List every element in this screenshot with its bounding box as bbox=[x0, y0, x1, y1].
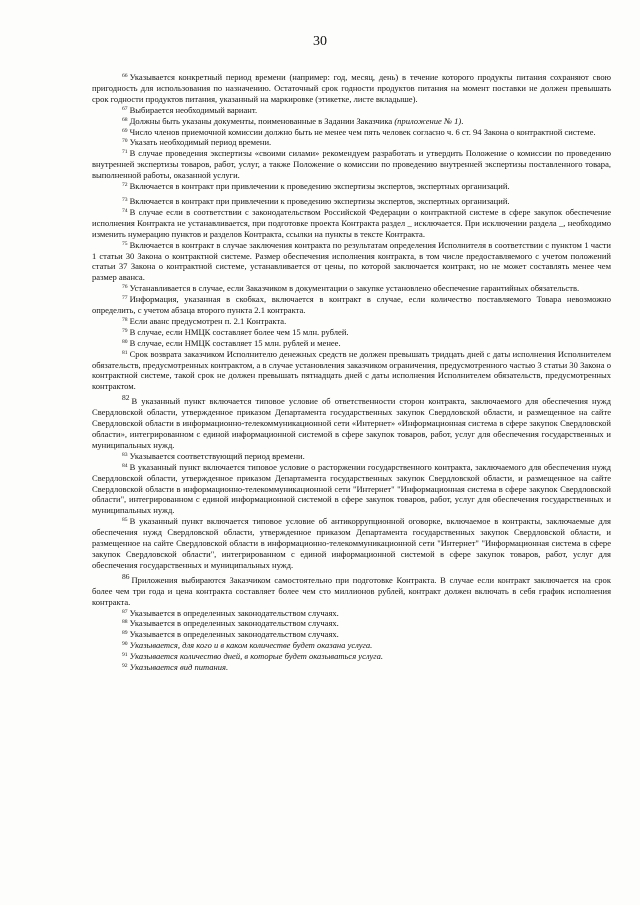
footnote-89 bbox=[92, 629, 611, 640]
footnote-text: Должны быть указаны документы, поименованные в Задании Заказчика bbox=[129, 115, 395, 126]
footnote-number: 83 bbox=[122, 451, 128, 458]
footnote-text: Срок возврата заказчиком Исполнителю денежных средств не должен превышать тридцать дней с даты исполнения Исполнителем обязательств, предусмотренных контрактом, а в случае установления заказчиком ограничения, предусмотренного частью 3 статьи 30 Закона о контрактной системе, такой срок не должен превышать пятнадцать дней с даты исполнения Исполнителем обязательств, предусмотренных контрактом. bbox=[92, 348, 611, 392]
footnote-number: 90 bbox=[122, 641, 128, 648]
footnote-text: Информация, указанная в скобках, включается в контракт в случае, если количество поставляемого Товара невозможно определить, с учетом абзаца второго пункта 2.1 контракта. bbox=[92, 294, 611, 316]
footnote-number: 78 bbox=[122, 316, 128, 323]
footnote-71 bbox=[92, 148, 611, 181]
footnote-number: 88 bbox=[122, 619, 128, 626]
footnote-85 bbox=[92, 516, 611, 571]
footnote-78 bbox=[92, 316, 611, 327]
footnote-number: 86 bbox=[122, 571, 130, 581]
footnote-number: 79 bbox=[122, 327, 128, 334]
footnote-text: Включается в контракт при привлечении к проведению экспертизы экспертов, экспертных организаций. bbox=[129, 195, 510, 206]
page-number: 30 bbox=[313, 34, 327, 49]
footnote-number: 72 bbox=[122, 182, 128, 189]
footnote-text: Число членов приемочной комиссии должно быть не менее чем пять человек согласно ч. 6 ст. 94 Закона о контрактной системе. bbox=[129, 126, 596, 137]
footnote-77 bbox=[92, 294, 611, 316]
footnote-70 bbox=[92, 137, 611, 148]
footnote-number: 84 bbox=[122, 462, 128, 469]
footnote-68 bbox=[92, 116, 611, 127]
footnote-88 bbox=[92, 618, 611, 629]
footnote-text: В указанный пункт включается типовое условие об ответственности сторон контракта, заключаемого для обеспечения нужд Свердловской области, утвержденное приказом Департамента государственных закупок Свердловской области, и размещенное на сайте Свердловской области в информационно-телекоммуникационной сети «Интернет» «Информационная система в сфере закупок Свердловской области», интегрированном с единой информационной системой в сфере закупок товаров, работ, услуг для обеспечения государственных и муниципальных нужд. bbox=[92, 396, 611, 450]
footnote-91 bbox=[92, 651, 611, 662]
footnote-text: Включается в контракт в случае заключения контракта по результатам определения Исполнителя в соответствии с пунктом 1 части 1 статьи 30 Закона о контрактной системе. Размер обеспечения исполнения контракта, в том числе предоставляемого с учетом положений статьи 37 Закона о контрактной системе, устанавливается от цены, по которой заключается контракт, но не может составлять менее чем размер аванса. bbox=[92, 239, 611, 283]
footnote-75 bbox=[92, 240, 611, 284]
footnote-number: 81 bbox=[122, 349, 128, 356]
footnote-79 bbox=[92, 327, 611, 338]
footnote-text: Указывается в определенных законодательством случаях. bbox=[129, 618, 339, 629]
footnote-number: 69 bbox=[122, 127, 128, 134]
footnote-tail: . bbox=[461, 115, 464, 126]
footnote-81 bbox=[92, 349, 611, 393]
footnote-text: Указывается количество дней, в которые будет оказываться услуга. bbox=[129, 651, 384, 662]
footnote-number: 71 bbox=[122, 149, 128, 156]
footnote-appendix-ref: (приложение № 1) bbox=[394, 115, 462, 126]
footnote-92 bbox=[92, 662, 611, 673]
footnote-number: 75 bbox=[122, 240, 128, 247]
footnote-73 bbox=[92, 196, 611, 207]
footnote-67 bbox=[92, 105, 611, 116]
footnote-text: В указанный пункт включается типовое условие о расторжении государственного контракта, заключаемого для обеспечения нужд Свердловской области, утвержденное приказом Департамента государственных закупок Свердловской области, и размещенное на сайте Свердловской области в информационно-телекоммуникационной сети "Интернет" "Информационная система в сфере закупок Свердловской области", интегрированном с единой информационной системой в сфере закупок товаров, работ, услуг для обеспечения государственных и муниципальных нужд. bbox=[92, 461, 611, 516]
footnote-86 bbox=[92, 571, 611, 608]
footnote-text: В случае если в соответствии с законодательством Российской Федерации о контрактной системе в сфере закупок обеспечение исполнения Контракта не устанавливается, при подготовке проекта Контракта раздел _ исключается. При исключении раздела _, необходимо изменить нумерацию пунктов и разделов Контракта, ссылки на пункты в тексте Контракта. bbox=[92, 206, 611, 239]
footnote-number: 80 bbox=[122, 338, 128, 345]
footnote-number: 77 bbox=[122, 295, 128, 302]
footnote-text: Указать необходимый период времени. bbox=[129, 137, 272, 148]
footnotes-block bbox=[92, 72, 611, 673]
footnote-text: В случае, если НМЦК составляет 15 млн. рублей и менее. bbox=[129, 337, 341, 348]
footnote-text: В случае, если НМЦК составляет более чем 15 млн. рублей. bbox=[129, 326, 349, 337]
footnote-90 bbox=[92, 640, 611, 651]
footnote-text: Выбирается необходимый вариант. bbox=[129, 104, 258, 115]
footnote-number: 70 bbox=[122, 138, 128, 145]
footnote-74 bbox=[92, 207, 611, 240]
footnote-text: Указывается соответствующий период времени. bbox=[129, 450, 305, 461]
footnote-number: 87 bbox=[122, 608, 128, 615]
footnote-text: Включается в контракт при привлечении к проведению экспертизы экспертов, экспертных организаций. bbox=[129, 181, 510, 192]
footnote-80 bbox=[92, 338, 611, 349]
footnote-text: Если аванс предусмотрен п. 2.1 Контракта. bbox=[129, 315, 287, 326]
footnote-84 bbox=[92, 462, 611, 517]
footnote-number: 67 bbox=[122, 105, 128, 112]
footnote-text: Приложения выбираются Заказчиком самостоятельно при подготовке Контракта. В случае если контракт заключается на срок более чем три года и цена контракта составляет более чем сто миллионов рублей, контракт должен включать в себя график исполнения контракта. bbox=[92, 574, 611, 607]
footnote-83 bbox=[92, 451, 611, 462]
footnote-number: 91 bbox=[122, 652, 128, 659]
footnote-number: 68 bbox=[122, 116, 128, 123]
footnote-number: 92 bbox=[122, 663, 128, 670]
footnote-text: Указывается в определенных законодательством случаях. bbox=[129, 607, 339, 618]
footnote-number: 74 bbox=[122, 207, 128, 214]
footnote-text: В случае проведения экспертизы «своими силами» рекомендуем разработать и утвердить Положение о комиссии по проведению внутренней экспертизы товаров, работ, услуг, а также Положение о комиссии по проведению внутренней экспертизы поставленного товара, выполненной работы, оказанной услуги. bbox=[92, 148, 611, 181]
footnote-number: 73 bbox=[122, 196, 128, 203]
footnote-text: Устанавливается в случае, если Заказчиком в документации о закупке установлено обеспечение гарантийных обязательств. bbox=[129, 283, 580, 294]
footnote-text: Указывается в определенных законодательством случаях. bbox=[129, 629, 339, 640]
footnote-number: 66 bbox=[122, 73, 128, 79]
footnote-text: В указанный пункт включается типовое условие об антикоррупционной оговорке, включаемое в контракты, заключаемые для обеспечения нужд Свердловской области, утвержденное приказом Департамента государственных закупок Свердловской области, и размещенное на сайте Свердловской области в информационно-телекоммуникационной сети "Интернет" "Информационная система в сфере закупок Свердловской области", интегрированном с единой информационной системой в сфере закупок товаров, работ, услуг для обеспечения государственных и муниципальных нужд. bbox=[92, 516, 611, 570]
footnote-number: 85 bbox=[122, 517, 128, 524]
footnote-text: Указывается, для кого и в каком количестве будет оказана услуга. bbox=[129, 640, 373, 651]
footnote-76 bbox=[92, 283, 611, 294]
footnote-text: Указывается вид питания. bbox=[129, 662, 229, 673]
footnote-72 bbox=[92, 181, 611, 192]
footnote-number: 82 bbox=[122, 393, 130, 403]
footnote-number: 89 bbox=[122, 630, 128, 637]
footnote-87 bbox=[92, 608, 611, 619]
footnote-69 bbox=[92, 127, 611, 138]
footnote-number: 76 bbox=[122, 284, 128, 291]
footnote-text: Указывается конкретный период времени (например: год, месяц, день) в течение которого продукты питания сохраняют свою пригодность для использования по назначению. Остаточный срок годности продуктов питания на момент поставки не должен превышать срок годности продуктов питания, указанный на маркировке (этикетке, листе вкладыше). bbox=[92, 72, 611, 104]
footnote-66 bbox=[92, 72, 611, 105]
footnote-82 bbox=[92, 393, 611, 451]
